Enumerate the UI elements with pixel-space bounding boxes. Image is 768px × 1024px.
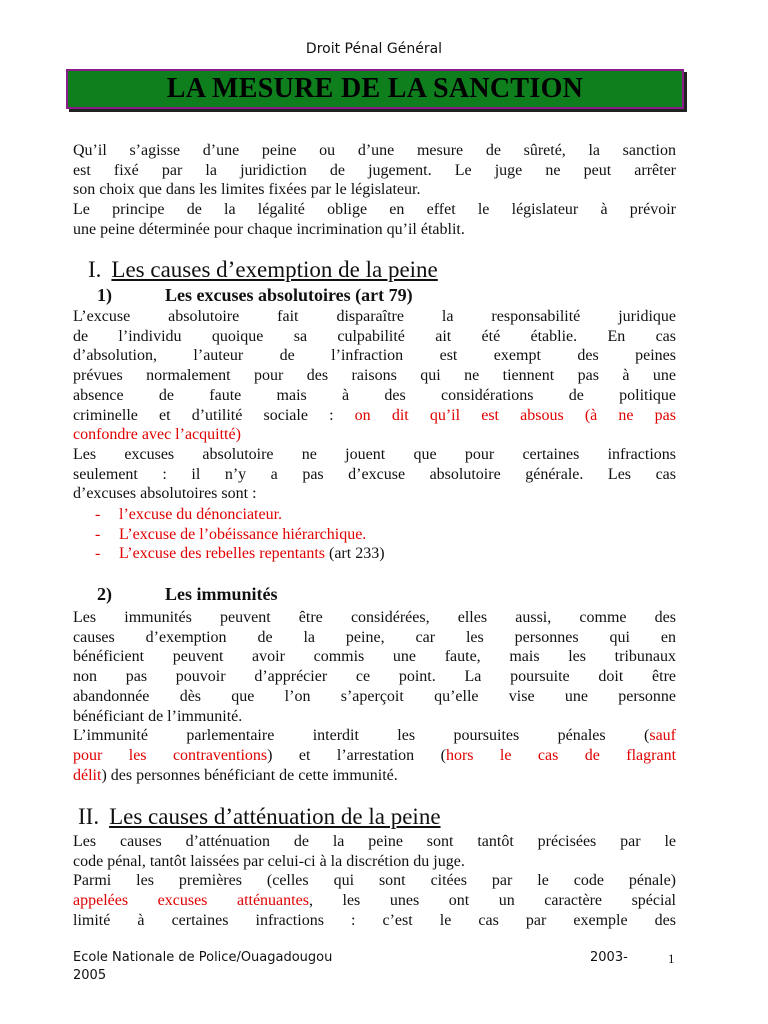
section-1-heading [88, 257, 438, 283]
text-line: est fixé par la juridiction de jugement. Le juge ne peut arrêter [73, 161, 676, 179]
subsection-number: 2) [97, 584, 112, 604]
text-line: Qu’il s’agisse d’une peine ou d’une mesure de sûreté, la sanction [73, 142, 676, 159]
section-number: II. [78, 804, 100, 829]
text-line [73, 726, 676, 746]
text-line: L’excuse absolutoire fait disparaître la responsabilité juridique [73, 308, 676, 325]
title-box [66, 69, 684, 109]
text-line: d’excuses absolutoires sont : [73, 485, 257, 503]
text-line: abandonnée dès que l’on s’aperçoit qu’elle vise une personne [73, 687, 676, 705]
text-line: code pénal, tantôt laissées par celui-ci à la discrétion du juge. [73, 852, 465, 870]
text-line: Parmi les premières (celles qui sont citées par le code pénale) [73, 872, 676, 890]
text-line: limité à certaines infractions : c’est le cas par exemple des [73, 911, 676, 929]
footer-school: Ecole Nationale de Police/Ouagadougou [73, 950, 333, 965]
attenuation-paragraph [73, 832, 676, 931]
intro-paragraph [73, 141, 676, 240]
text-line: Les immunités peuvent être considérées, elles aussi, comme des [73, 609, 676, 626]
text-line [73, 746, 676, 766]
text-black: ) et l’arrestation ( [267, 746, 446, 764]
list-item-text: l’excuse du dénonciateur. [119, 506, 283, 523]
text-line: causes d’exemption de la peine, car les personnes qui en [73, 628, 676, 646]
subsection-title: Les immunités [165, 584, 278, 604]
section-title: Les causes d’atténuation de la peine [109, 804, 441, 829]
text-line [73, 766, 676, 786]
bullet-dash: - [95, 525, 101, 543]
text-line: d’absolution, l’auteur de l’infraction est exempt des peines [73, 347, 676, 365]
text-line: seulement : il n’y a pas d’excuse absolutoire générale. Les cas [73, 465, 676, 483]
text-black: ) des personnes bénéficiant de cette immunité. [101, 766, 398, 784]
excuses-list [95, 505, 385, 564]
list-item [95, 505, 385, 525]
document-title: LA MESURE DE LA SANCTION [166, 73, 584, 104]
text-line: de l’individu quoique sa culpabilité ait été établie. En cas [73, 327, 676, 345]
text-red: sauf [649, 727, 676, 745]
list-item-text: L’excuse de l’obéissance hiérarchique. [119, 525, 367, 543]
text-red: délit [73, 766, 102, 784]
subsection-1-heading [97, 285, 413, 306]
text-red: on dit qu’il est absous (à ne pas [354, 406, 676, 424]
footer-left [73, 949, 332, 985]
text-line: une peine déterminée pour chaque incrimination qu’il établit. [73, 220, 465, 238]
footer-year-end: 2005 [73, 968, 107, 983]
text-line: non pas pouvoir d’apprécier ce point. La poursuite doit être [73, 668, 676, 686]
subsection-title: Les excuses absolutoires (art 79) [165, 285, 413, 305]
text-black: , les unes ont un caractère spécial [308, 892, 676, 910]
page-number: 1 [668, 951, 675, 966]
list-item-ref: (art 233) [325, 545, 385, 562]
text-red: appelées excuses atténuantes [73, 892, 309, 910]
text-line [73, 406, 676, 426]
list-item-text: L’excuse des rebelles repentants [119, 545, 325, 562]
text-red: pour les contraventions [73, 746, 268, 764]
text-line: Les causes d’atténuation de la peine sont tantôt précisées par le [73, 833, 676, 850]
subsection-2-heading [97, 584, 278, 605]
section-title: Les causes d’exemption de la peine [111, 257, 438, 282]
subsection-number: 1) [97, 285, 112, 305]
section-number: I. [88, 257, 102, 282]
text-black: L’immunité parlementaire interdit les poursuites pénales ( [73, 727, 650, 745]
immunites-paragraph [73, 608, 676, 785]
footer-year-start: 2003- [590, 950, 628, 965]
text-line: Le principe de la légalité oblige en effet le législateur à prévoir [73, 201, 676, 219]
section-2-heading [78, 804, 441, 830]
text-line: confondre avec l’acquitté) [73, 426, 241, 444]
bullet-dash: - [95, 545, 101, 562]
page-header: Droit Pénal Général [305, 41, 443, 57]
text-line: prévues normalement pour des raisons qui ne tiennent pas à une [73, 367, 676, 385]
text-red: hors le cas de flagrant [445, 746, 677, 764]
text-line: bénéficiant de l’immunité. [73, 707, 243, 725]
text-line: Les excuses absolutoire ne jouent que pour certaines infractions [73, 445, 676, 463]
list-item [95, 525, 385, 545]
text-line: bénéficient peuvent avoir commis une faute, mais les tribunaux [73, 648, 676, 666]
text-black: criminelle et d’utilité sociale : [73, 406, 355, 424]
text-line: son choix que dans les limites fixées par le législateur. [73, 181, 421, 199]
excuses-paragraph-1 [73, 307, 676, 504]
bullet-dash: - [95, 506, 101, 523]
text-line: absence de faute mais à des considérations de politique [73, 386, 676, 404]
list-item [95, 544, 385, 564]
text-line [73, 891, 676, 911]
